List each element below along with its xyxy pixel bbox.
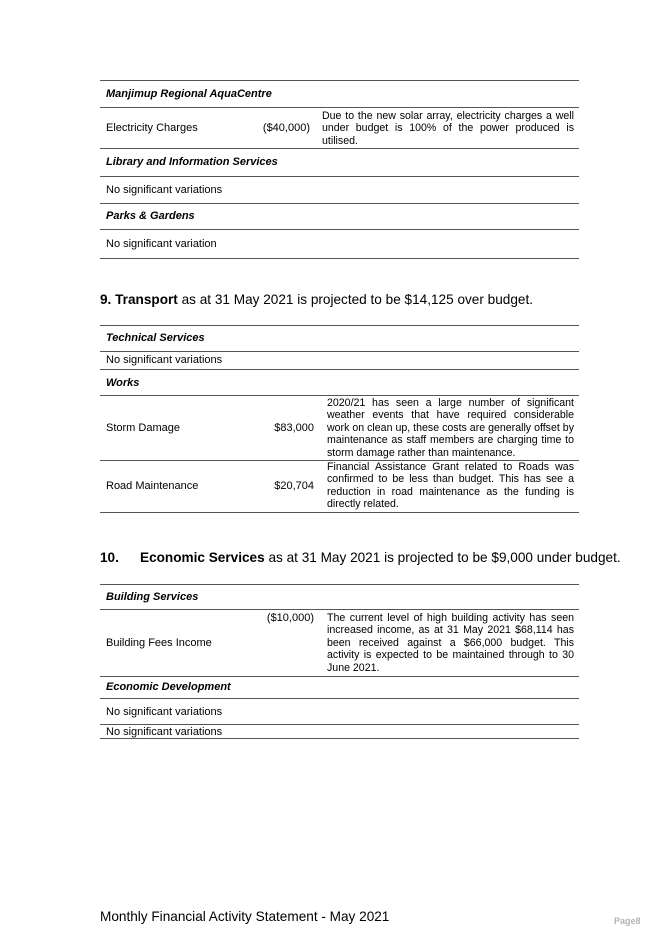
economic-development-heading: Economic Development — [106, 681, 231, 693]
row-divider — [100, 148, 579, 149]
table-top-rule — [100, 325, 579, 326]
footer-title: Monthly Financial Activity Statement - May 2021 — [100, 909, 390, 924]
technical-services-heading: Technical Services — [106, 332, 205, 344]
electricity-charges-amount: ($40,000) — [262, 122, 310, 134]
row-divider — [100, 609, 579, 610]
transport-summary: as at 31 May 2021 is projected to be $14,125 over budget. — [177, 292, 534, 307]
table-bottom-rule — [100, 738, 579, 739]
storm-damage-label: Storm Damage — [106, 422, 180, 434]
economic-number: 10. — [100, 550, 119, 565]
electricity-charges-description: Due to the new solar array, electricity charges a well under budget is 100% of the power produced is utilised. — [322, 110, 574, 147]
row-divider — [100, 176, 579, 177]
transport-name: Transport — [115, 292, 178, 307]
technical-services-note: No significant variations — [106, 354, 223, 366]
economic-development-note-2: No significant variations — [106, 726, 223, 738]
storm-damage-amount: $83,000 — [274, 422, 314, 434]
transport-heading — [100, 292, 533, 308]
row-divider — [100, 698, 579, 699]
storm-damage-description: 2020/21 has seen a large number of significant weather events that have required considerable work on clean up, these costs are generally offset by maintenance as staff members are charging time to storm damage rather than maintenance. — [327, 397, 574, 459]
parks-heading: Parks & Gardens — [106, 210, 195, 222]
building-fees-description: The current level of high building activity has seen increased income, as at 31 May 2021 $68,114 has been received against a $66,000 budget. This activity is expected to be maintained through to 30 June 2021. — [327, 612, 574, 674]
economic-heading — [100, 550, 621, 566]
electricity-charges-label: Electricity Charges — [106, 122, 198, 134]
building-services-heading: Building Services — [106, 591, 199, 603]
table-top-rule — [100, 584, 579, 585]
page-number: Page8 — [614, 916, 641, 926]
table-top-rule — [100, 80, 579, 81]
building-fees-amount: ($10,000) — [266, 612, 314, 624]
economic-development-note: No significant variations — [106, 706, 223, 718]
table-bottom-rule — [100, 258, 579, 259]
row-divider — [100, 351, 579, 352]
transport-number: 9. — [100, 292, 112, 307]
row-divider — [100, 203, 579, 204]
library-note: No significant variations — [106, 184, 223, 196]
row-divider — [100, 229, 579, 230]
road-maintenance-description: Financial Assistance Grant related to Roads was confirmed to be less than budget. This has see a reduction in road maintenance as the funding is directly related. — [327, 461, 574, 511]
parks-note: No significant variation — [106, 238, 217, 250]
road-maintenance-amount: $20,704 — [274, 480, 314, 492]
row-divider — [100, 107, 579, 108]
road-maintenance-label: Road Maintenance — [106, 480, 199, 492]
works-heading: Works — [106, 377, 140, 389]
economic-summary: as at 31 May 2021 is projected to be $9,000 under budget. — [264, 550, 621, 565]
economic-name: Economic Services — [140, 550, 265, 565]
table-bottom-rule — [100, 512, 579, 513]
row-divider — [100, 369, 579, 370]
aquacentre-heading: Manjimup Regional AquaCentre — [106, 88, 272, 100]
row-divider — [100, 676, 579, 677]
library-heading: Library and Information Services — [106, 156, 278, 168]
row-divider — [100, 724, 579, 725]
row-divider — [100, 395, 579, 396]
building-fees-label: Building Fees Income — [106, 637, 212, 649]
